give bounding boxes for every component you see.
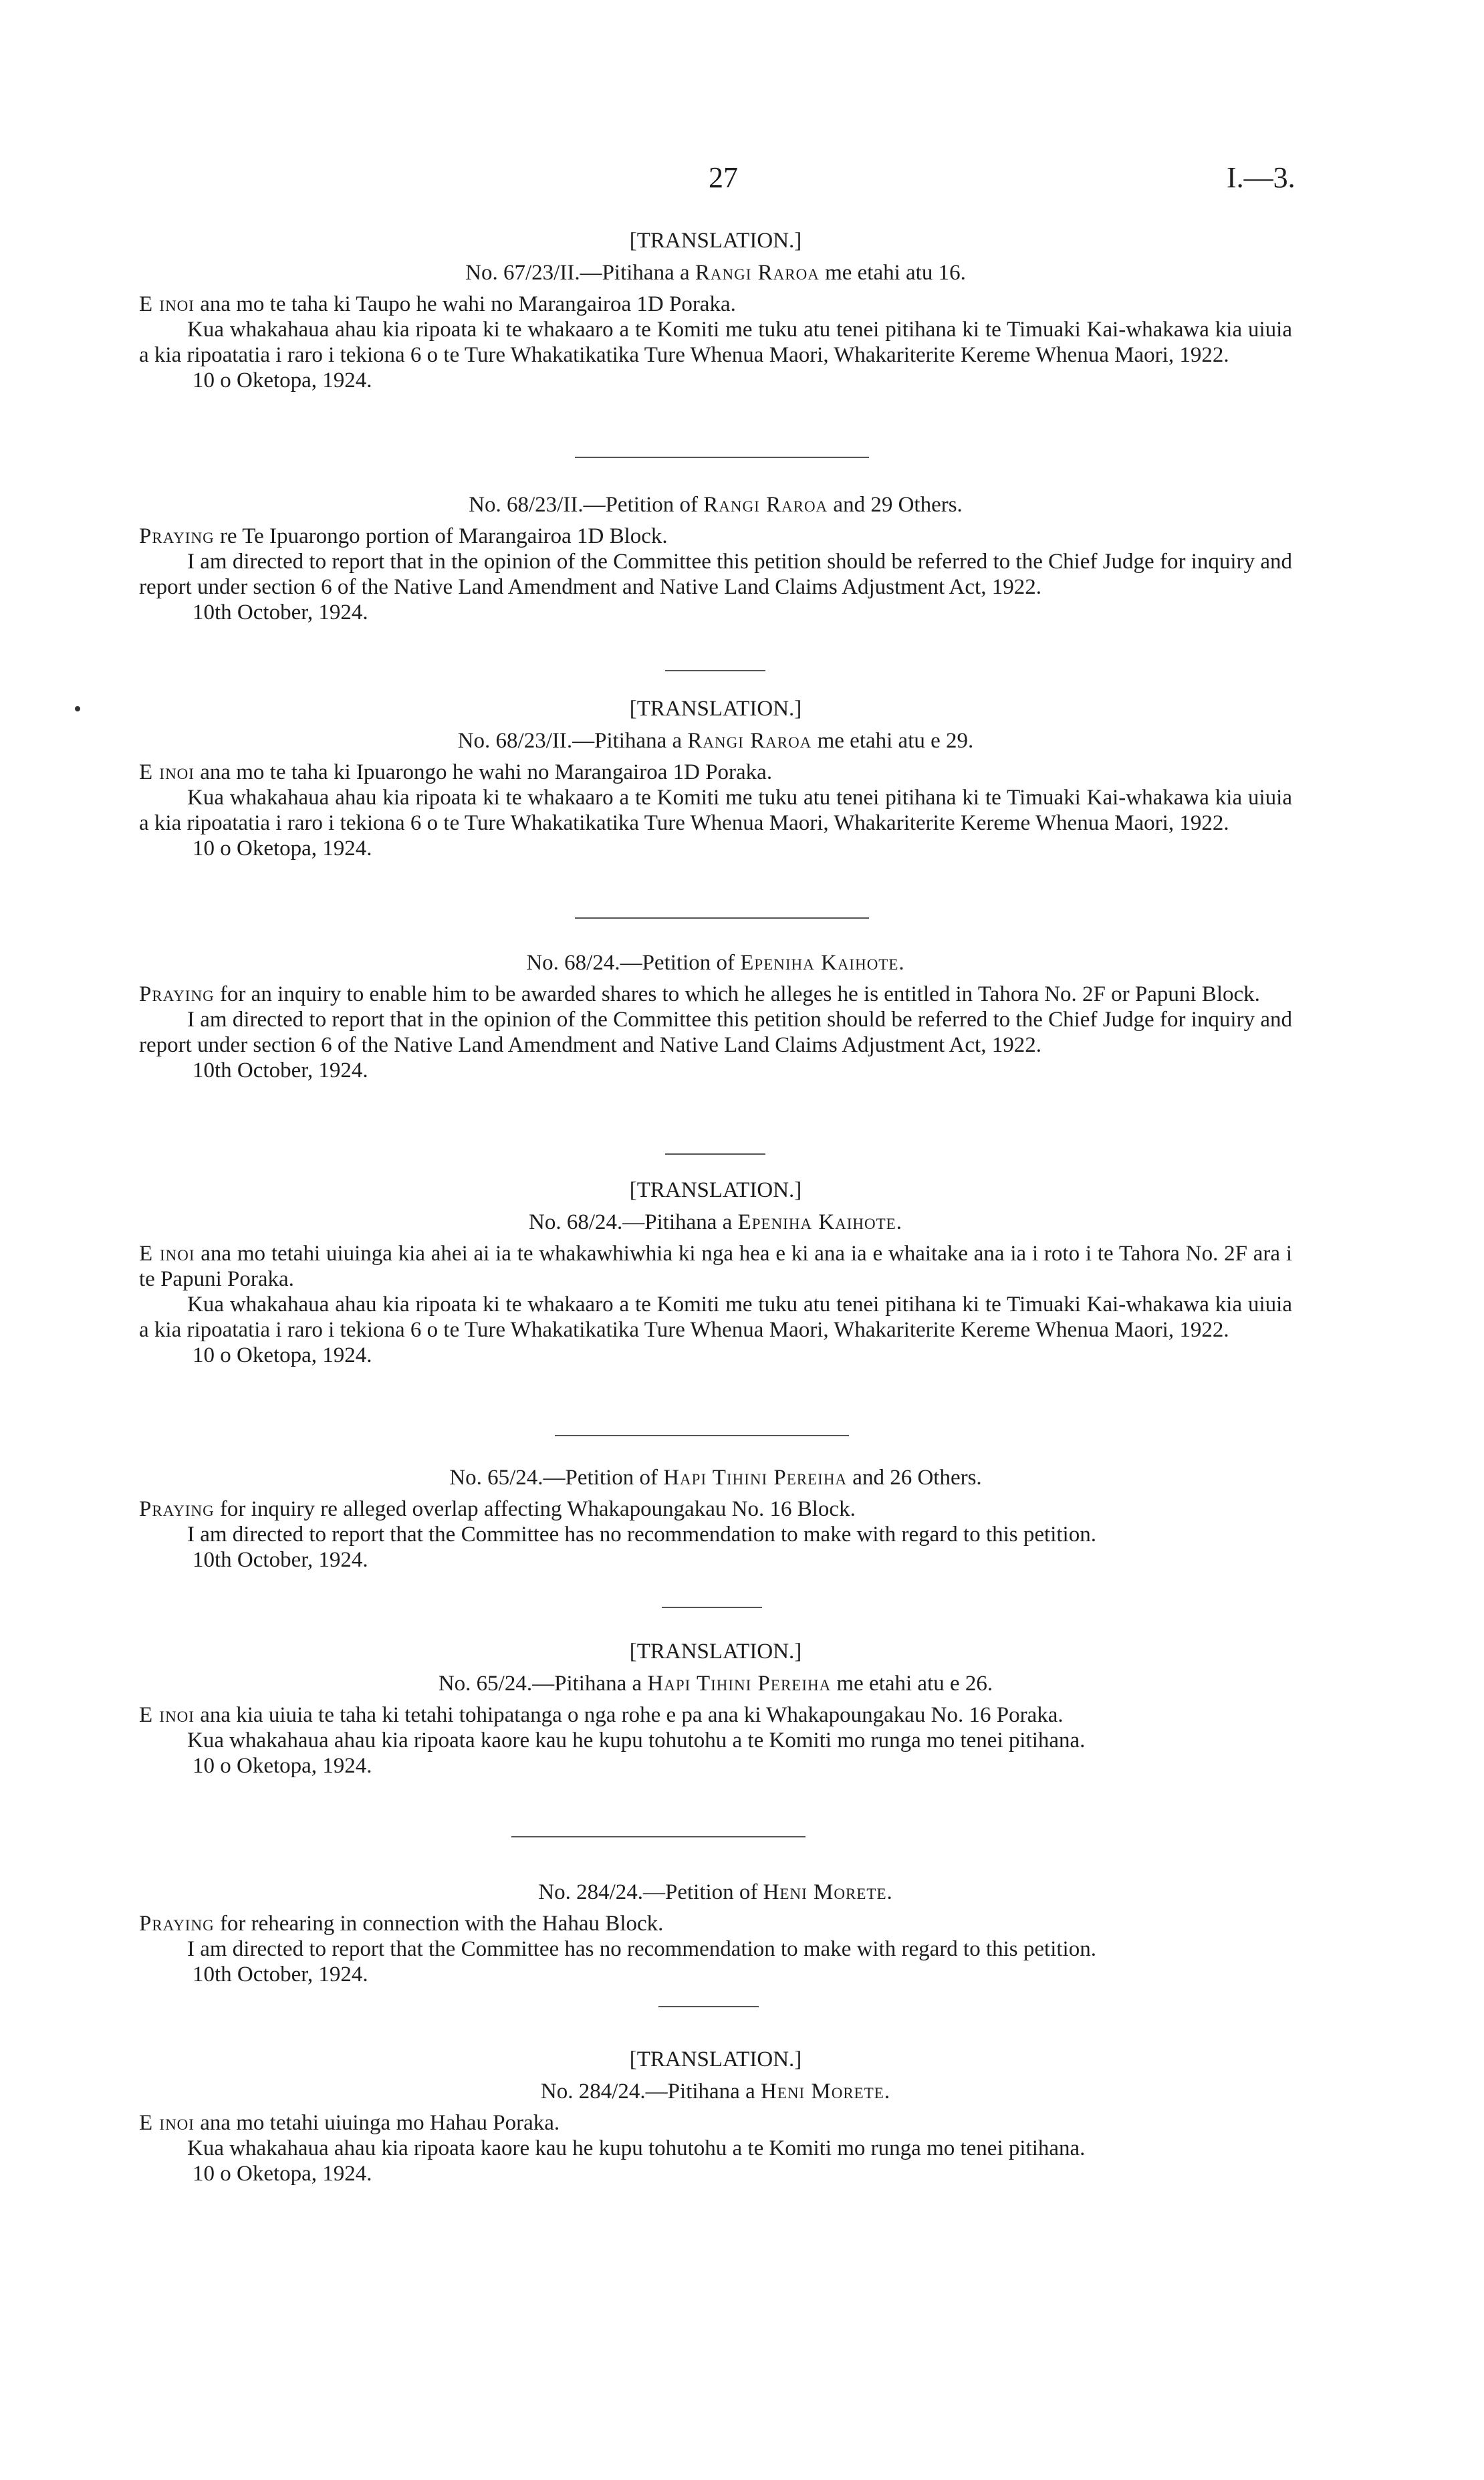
report-date: 10 o Oketopa, 1924. xyxy=(193,368,372,392)
prayer-paragraph: Praying re Te Ipuarongo portion of Marangairoa 1D Block. xyxy=(139,524,668,548)
report-paragraph: I am directed to report that in the opinion of the Committee this petition should be referred to the Chief Judge for inquiry and report under section 6 of the Native Land Amendment and Native Land Claims Adjustment Act, 1922. xyxy=(139,550,1292,599)
petition-284-24 xyxy=(139,1879,1292,1987)
report-date: 10th October, 1924. xyxy=(193,1548,368,1572)
petition-65-24-translation xyxy=(139,1638,1292,1779)
prayer-paragraph: Praying for rehearing in connection with the Hahau Block. xyxy=(139,1912,664,1936)
prayer-paragraph: E inoi ana mo te taha ki Taupo he wahi no Marangairoa 1D Poraka. xyxy=(139,292,736,316)
report-date: 10th October, 1924. xyxy=(193,1962,368,1987)
report-paragraph: Kua whakahaua ahau kia ripoata kaore kau he kupu tohutohu a te Komiti mo runga mo tenei pitihana. xyxy=(187,1728,1086,1753)
translation-label: [TRANSLATION.] xyxy=(629,1178,802,1202)
short-divider xyxy=(662,1607,762,1608)
short-divider xyxy=(665,1153,765,1155)
petition-title: No. 67/23/II.—Pitihana a Rangi Raroa me etahi atu 16. xyxy=(465,261,966,285)
prayer-paragraph: Praying for inquiry re alleged overlap affecting Whakapoungakau No. 16 Block. xyxy=(139,1497,856,1521)
report-date: 10 o Oketopa, 1924. xyxy=(193,836,372,861)
prayer-paragraph: E inoi ana mo tetahi uiuinga kia ahei ai ia te whakawhiwhia ki nga hea e ki ana ia e whaitake ana ia i roto i te Tahora No. 2F ara i te Papuni Poraka. xyxy=(139,1242,1292,1291)
report-paragraph: Kua whakahaua ahau kia ripoata ki te whakaaro a te Komiti me tuku atu tenei pitihana ki te Timuaki Kai-whakawa kia uiuia a kia ripoatatia i raro i tekiona 6 o te Ture Whakatikatika Ture Whenua Maori, Whakariterite Kereme Whenua Maori, 1922. xyxy=(139,786,1292,835)
petition-68-24 xyxy=(139,949,1292,1083)
petition-67-23-translation xyxy=(139,227,1292,393)
petition-title: No. 68/23/II.—Petition of Rangi Raroa and 29 Others. xyxy=(469,493,963,517)
report-paragraph: I am directed to report that the Committee has no recommendation to make with regard to this petition. xyxy=(187,1937,1096,1961)
petition-68-23-translation xyxy=(139,695,1292,861)
petition-68-24-translation xyxy=(139,1177,1292,1368)
petition-title: No. 68/23/II.—Pitihana a Rangi Raroa me etahi atu e 29. xyxy=(457,729,974,753)
section-divider xyxy=(511,1836,806,1837)
prayer-paragraph: E inoi ana mo te taha ki Ipuarongo he wahi no Marangairoa 1D Poraka. xyxy=(139,760,773,784)
petition-title: No. 284/24.—Petition of Heni Morete. xyxy=(538,1880,893,1904)
short-divider xyxy=(658,2006,759,2007)
petition-title: No. 68/24.—Pitihana a Epeniha Kaihote. xyxy=(529,1210,902,1234)
report-paragraph: Kua whakahaua ahau kia ripoata kaore kau he kupu tohutohu a te Komiti mo runga mo tenei pitihana. xyxy=(187,2136,1086,2160)
prayer-paragraph: E inoi ana kia uiuia te taha ki tetahi tohipatanga o nga rohe e pa ana ki Whakapoungakau No. 16 Poraka. xyxy=(139,1703,1064,1727)
prayer-paragraph: E inoi ana mo tetahi uiuinga mo Hahau Poraka. xyxy=(139,2111,560,2135)
petition-65-24 xyxy=(139,1464,1292,1573)
prayer-paragraph: Praying for an inquiry to enable him to be awarded shares to which he alleges he is entitled in Tahora No. 2F or Papuni Block. xyxy=(139,982,1260,1006)
report-date: 10th October, 1924. xyxy=(193,600,368,625)
scan-mark xyxy=(75,706,80,711)
report-date: 10 o Oketopa, 1924. xyxy=(193,1343,372,1367)
translation-label: [TRANSLATION.] xyxy=(629,2047,802,2071)
petition-68-23 xyxy=(139,491,1292,625)
report-date: 10th October, 1924. xyxy=(193,1058,368,1083)
page-number: 27 xyxy=(709,161,738,194)
report-date: 10 o Oketopa, 1924. xyxy=(193,2162,372,2186)
paper-reference: I.—3. xyxy=(1227,161,1295,194)
short-divider xyxy=(665,670,765,671)
petition-284-24-translation xyxy=(139,2046,1292,2186)
report-paragraph: Kua whakahaua ahau kia ripoata ki te whakaaro a te Komiti me tuku atu tenei pitihana ki te Timuaki Kai-whakawa kia uiuia a kia ripoatatia i raro i tekiona 6 o te Ture Whakatikatika Ture Whenua Maori, Whakariterite Kereme Whenua Maori, 1922. xyxy=(139,1292,1292,1342)
section-divider xyxy=(575,457,869,458)
petition-title: No. 65/24.—Pitihana a Hapi Tihini Pereiha me etahi atu e 26. xyxy=(438,1672,993,1696)
report-paragraph: Kua whakahaua ahau kia ripoata ki te whakaaro a te Komiti me tuku atu tenei pitihana ki te Timuaki Kai-whakawa kia uiuia a kia ripoatatia i raro i tekiona 6 o te Ture Whakatikatika Ture Whenua Maori, Whakariterite Kereme Whenua Maori, 1922. xyxy=(139,318,1292,367)
section-divider xyxy=(555,1435,849,1436)
section-divider xyxy=(575,917,869,919)
translation-label: [TRANSLATION.] xyxy=(629,1640,802,1664)
translation-label: [TRANSLATION.] xyxy=(629,229,802,253)
report-paragraph: I am directed to report that the Committee has no recommendation to make with regard to this petition. xyxy=(187,1523,1096,1547)
report-date: 10 o Oketopa, 1924. xyxy=(193,1754,372,1778)
petition-title: No. 65/24.—Petition of Hapi Tihini Pereiha and 26 Others. xyxy=(449,1466,982,1490)
petition-title: No. 68/24.—Petition of Epeniha Kaihote. xyxy=(526,951,905,975)
report-paragraph: I am directed to report that in the opinion of the Committee this petition should be referred to the Chief Judge for inquiry and report under section 6 of the Native Land Amendment and Native Land Claims Adjustment Act, 1922. xyxy=(139,1008,1292,1057)
translation-label: [TRANSLATION.] xyxy=(629,697,802,721)
petition-title: No. 284/24.—Pitihana a Heni Morete. xyxy=(540,2079,891,2104)
